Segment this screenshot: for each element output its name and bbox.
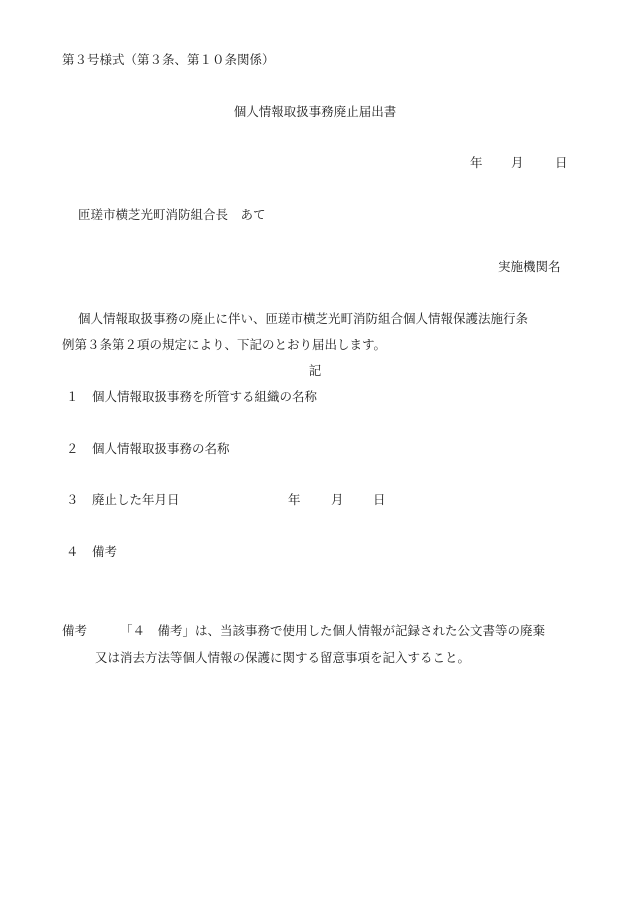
agency-name-label: 実施機関名 (498, 259, 561, 274)
item-2-number: ２ (66, 441, 79, 456)
item-3-day: 日 (373, 492, 386, 507)
note-text-line-1: 「４ 備考」は、当該事務で使用した個人情報が記録された公文書等の廃棄 (120, 623, 546, 638)
body-text-line-2: 例第３条第２項の規定により、下記のとおり届出します。 (62, 337, 387, 352)
item-4-number: ４ (66, 544, 79, 559)
submission-date-day: 日 (555, 155, 568, 170)
item-1-label: 個人情報取扱事務を所管する組織の名称 (92, 389, 318, 404)
submission-date-month: 月 (511, 155, 524, 170)
document-title: 個人情報取扱事務廃止届出書 (233, 104, 397, 119)
addressee: 匝瑳市横芝光町消防組合長 あて (78, 207, 266, 222)
item-1-number: １ (66, 389, 79, 404)
note-text-line-2: 又は消去方法等個人情報の保護に関する留意事項を記入すること。 (95, 650, 471, 665)
item-3-label: 廃止した年月日 (92, 492, 180, 507)
item-3-year: 年 (288, 492, 301, 507)
note-label: 備考 (62, 623, 88, 638)
ki-heading: 記 (308, 363, 322, 378)
form-number: 第３号様式（第３条、第１０条関係） (62, 52, 275, 67)
item-3-month: 月 (331, 492, 344, 507)
item-4-label: 備考 (92, 544, 118, 559)
submission-date-year: 年 (470, 155, 483, 170)
item-2-label: 個人情報取扱事務の名称 (92, 441, 230, 456)
body-text-line-1: 個人情報取扱事務の廃止に伴い、匝瑳市横芝光町消防組合個人情報保護法施行条 (78, 311, 529, 326)
item-3-number: ３ (66, 492, 79, 507)
